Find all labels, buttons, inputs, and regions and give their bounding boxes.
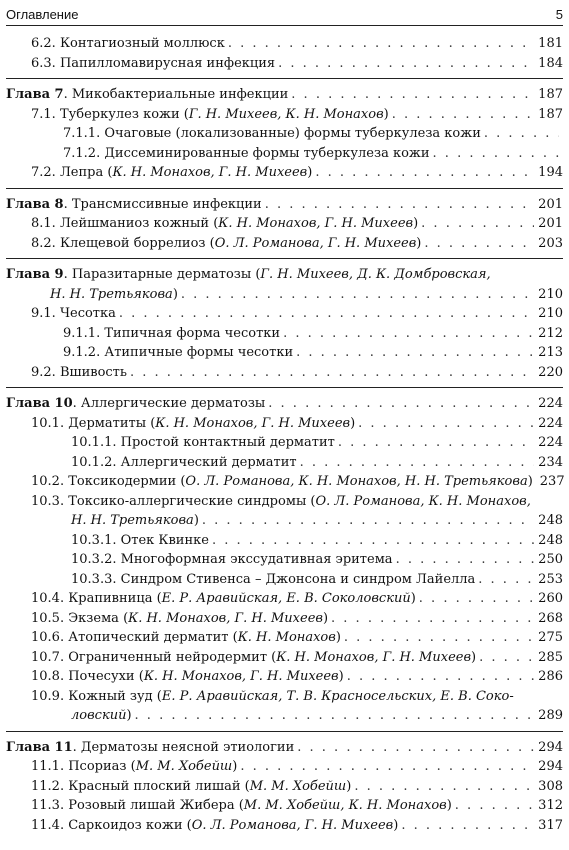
chapter-divider: [6, 258, 563, 259]
toc-entry-10-3-2[interactable]: 10.3.2. Многоформная экссудативная эритема . . . 250: [6, 550, 563, 570]
toc-page: 210: [538, 286, 563, 302]
toc-page: 248: [538, 532, 563, 548]
toc-page: 317: [538, 817, 563, 833]
toc-entry-7-2[interactable]: 7.2. Лепра (К. Н. Монахов, Г. Н. Михеев) . . . 194: [6, 163, 563, 183]
toc-entry-11-4[interactable]: 11.4. Саркоидоз кожи (О. Л. Романова, Г. Н. Михеев) . . . 317: [6, 816, 563, 836]
toc-page: 250: [538, 552, 563, 567]
toc-entry-10-1-1[interactable]: 10.1.1. Простой контактный дерматит . . . 224: [6, 433, 563, 453]
toc-entry-7-1[interactable]: 7.1. Туберкулез кожи (Г. Н. Михеев, К. Н. Монахов) . . . 187: [6, 105, 563, 125]
toc-chapter-9[interactable]: Глава 9. Паразитарные дерматозы (Г. Н. Михеев, Д. К. Домбровская,: [6, 267, 491, 282]
toc-entry-10-3-cont[interactable]: Н. Н. Третьякова) . . . 248: [6, 511, 563, 531]
toc-page: 294: [538, 759, 563, 774]
toc-page: 224: [538, 396, 563, 411]
running-header: [6, 3, 563, 26]
chapter-divider: [6, 387, 563, 388]
toc-page: 248: [538, 513, 563, 528]
toc-page: 268: [538, 610, 563, 626]
toc-entry-10-3-1[interactable]: 10.3.1. Отек Квинке . . . 248: [6, 531, 563, 551]
toc-entry-9-1-2[interactable]: 9.1.2. Атипичные формы чесотки . . . 213: [6, 343, 563, 363]
toc-entry-8-1[interactable]: 8.1. Лейшманиоз кожный (К. Н. Монахов, Г. Н. Михеев) . . . 201: [6, 214, 563, 234]
page-number: 5: [555, 7, 563, 22]
toc-page: 286: [538, 669, 563, 684]
toc-page: 210: [538, 306, 563, 321]
toc-entry-10-4[interactable]: 10.4. Крапивница (Е. Р. Аравийская, Е. В. Соколовский) . . . 260: [6, 589, 563, 609]
toc-entry-6-2[interactable]: 6.2. Контагиозный моллюск . . . 181: [6, 34, 563, 54]
toc-entry-10-6[interactable]: 10.6. Атопический дерматит (К. Н. Монахов) . . . 275: [6, 628, 563, 648]
toc-entry-10-3[interactable]: 10.3. Токсико-аллергические синдромы (О. Л. Романова, К. Н. Монахов,: [31, 493, 531, 509]
toc-chapter-8[interactable]: Глава 8. Трансмиссивные инфекции . . . 201: [6, 195, 563, 215]
toc-page: 187: [538, 87, 563, 102]
toc-page: 312: [538, 798, 563, 813]
toc-entry-11-2[interactable]: 11.2. Красный плоский лишай (М. М. Хобейш) . . . 308: [6, 777, 563, 797]
toc-entry-9-2[interactable]: 9.2. Вшивость . . . 220: [6, 363, 563, 383]
toc-entry-10-1-2[interactable]: 10.1.2. Аллергический дерматит . . . 234: [6, 453, 563, 473]
chapter-divider: [6, 78, 563, 79]
toc-entry-10-8[interactable]: 10.8. Почесухи (К. Н. Монахов, Г. Н. Михеев) . . . 286: [6, 667, 563, 687]
toc-page: 224: [538, 415, 563, 431]
toc-entry-6-3[interactable]: 6.3. Папилломавирусная инфекция . . . 184: [6, 54, 563, 74]
toc-entry-9-1[interactable]: 9.1. Чесотка . . . 210: [6, 304, 563, 324]
chapter-divider: [6, 731, 563, 732]
toc-entry-7-1-1[interactable]: 7.1.1. Очаговые (локализованные) формы туберкулеза кожи . . .: [6, 124, 563, 144]
toc-page: 285: [538, 649, 563, 665]
toc-page: 220: [538, 364, 563, 380]
toc-chapter-11[interactable]: Глава 11. Дерматозы неясной этиологии . . . 294: [6, 738, 563, 758]
toc-page: 260: [538, 591, 563, 606]
toc-page: 224: [538, 435, 563, 450]
chapter-divider: [6, 188, 563, 189]
toc-page: 213: [538, 345, 563, 360]
toc-entry-9-1-1[interactable]: 9.1.1. Типичная форма чесотки . . . 212: [6, 324, 563, 344]
toc-entry-10-1[interactable]: 10.1. Дерматиты (К. Н. Монахов, Г. Н. Михеев) . . . 224: [6, 414, 563, 434]
toc-page: 294: [538, 739, 563, 755]
toc-page: 187: [538, 106, 563, 122]
toc-page: 184: [538, 55, 563, 71]
toc-chapter-9-cont[interactable]: Н. Н. Третьякова) . . . 210: [6, 285, 563, 305]
toc-page: 194: [538, 165, 563, 180]
toc-page: 203: [538, 235, 563, 251]
toc-entry-8-2[interactable]: 8.2. Клещевой боррелиоз (О. Л. Романова, Г. Н. Михеев) . . . 203: [6, 234, 563, 254]
toc-page: 201: [538, 216, 563, 231]
toc-entry-10-7[interactable]: 10.7. Ограниченный нейродермит (К. Н. Монахов, Г. Н. Михеев) . . . 285: [6, 648, 563, 668]
toc-page: 237: [539, 474, 565, 489]
table-of-contents: [6, 34, 563, 835]
toc-entry-11-1[interactable]: 11.1. Псориаз (М. М. Хобейш) . . . 294: [6, 757, 563, 777]
toc-page: 253: [538, 571, 563, 587]
toc-entry-10-5[interactable]: 10.5. Экзема (К. Н. Монахов, Г. Н. Михеев) . . . 268: [6, 609, 563, 629]
toc-page: 234: [538, 454, 563, 470]
toc-page: 275: [538, 630, 563, 645]
toc-entry-10-3-3[interactable]: 10.3.3. Синдром Стивенса – Джонсона и синдром Лайелла . . . 253: [6, 570, 563, 590]
toc-entry-11-3[interactable]: 11.3. Розовый лишай Жибера (М. М. Хобейш, К. Н. Монахов) . . . 312: [6, 796, 563, 816]
toc-page: 201: [538, 196, 563, 212]
toc-entry-10-9-cont[interactable]: ловский) . . . 289: [6, 706, 563, 726]
toc-chapter-7[interactable]: Глава 7. Микобактериальные инфекции . . . 187: [6, 85, 563, 105]
toc-page: 212: [538, 325, 563, 341]
toc-entry-10-2[interactable]: 10.2. Токсикодермии (О. Л. Романова, К. Н. Монахов, Н. Н. Третьякова) 237: [6, 472, 563, 492]
toc-page: 181: [538, 36, 563, 51]
toc-page: 308: [538, 778, 563, 794]
toc-entry-7-1-2[interactable]: 7.1.2. Диссеминированные формы туберкулеза кожи . . .: [6, 144, 563, 164]
running-header-title: Оглавление: [6, 7, 79, 22]
toc-entry-10-9[interactable]: 10.9. Кожный зуд (Е. Р. Аравийская, Т. В. Красносельских, Е. В. Соко-: [31, 688, 514, 704]
toc-chapter-10[interactable]: Глава 10. Аллергические дерматозы . . . 224: [6, 394, 563, 414]
toc-page: 289: [538, 708, 563, 723]
